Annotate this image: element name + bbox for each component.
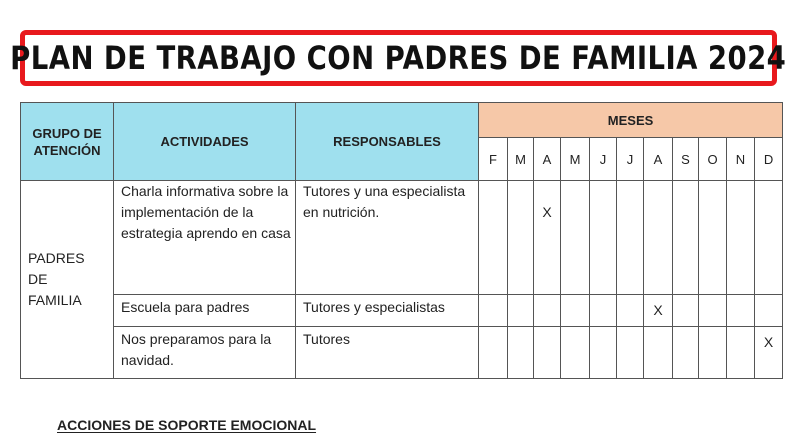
month-header: M (561, 138, 590, 181)
month-cell: X (755, 327, 783, 379)
responsables-cell: Tutores y especialistas (296, 295, 479, 327)
activity-cell: Nos preparamos para la navidad. (114, 327, 296, 379)
month-header: A (534, 138, 561, 181)
month-cell (644, 327, 673, 379)
page-title: PLAN DE TRABAJO CON PADRES DE FAMILIA 2024 (10, 39, 787, 77)
month-cell (755, 181, 783, 295)
header-actividades: ACTIVIDADES (114, 103, 296, 181)
activity-cell: Escuela para padres (114, 295, 296, 327)
work-plan-table (20, 102, 783, 379)
month-cell (561, 327, 590, 379)
month-cell: X (644, 295, 673, 327)
month-header: J (590, 138, 617, 181)
month-cell (561, 295, 590, 327)
month-cell (479, 181, 508, 295)
month-cell (534, 295, 561, 327)
month-cell (727, 295, 755, 327)
month-cell: X (534, 181, 561, 295)
month-cell (644, 181, 673, 295)
month-cell (617, 181, 644, 295)
month-cell (699, 327, 727, 379)
month-cell (508, 181, 534, 295)
table-row (21, 295, 783, 327)
month-cell (561, 181, 590, 295)
responsables-cell: Tutores (296, 327, 479, 379)
month-cell (534, 327, 561, 379)
title-banner (10, 30, 787, 86)
month-cell (508, 327, 534, 379)
month-cell (590, 181, 617, 295)
group-cell (21, 181, 114, 379)
month-header: N (727, 138, 755, 181)
month-header: F (479, 138, 508, 181)
table-row (21, 181, 783, 295)
month-header: D (755, 138, 783, 181)
header-grupo: GRUPO DE ATENCIÓN (21, 103, 114, 181)
month-header: S (673, 138, 699, 181)
month-cell (755, 295, 783, 327)
table-row (21, 327, 783, 379)
month-cell (508, 295, 534, 327)
header-row (21, 103, 783, 138)
month-cell (673, 295, 699, 327)
month-cell (727, 181, 755, 295)
month-cell (699, 295, 727, 327)
month-cell (479, 295, 508, 327)
month-cell (590, 295, 617, 327)
month-header: O (699, 138, 727, 181)
activity-cell: Charla informativa sobre la implementación de la estrategia aprendo en casa (114, 181, 296, 295)
month-cell (699, 181, 727, 295)
month-header: M (508, 138, 534, 181)
month-cell (590, 327, 617, 379)
responsables-cell: Tutores y una especialista en nutrición. (296, 181, 479, 295)
month-header: J (617, 138, 644, 181)
section-heading: ACCIONES DE SOPORTE EMOCIONAL (57, 417, 317, 433)
month-cell (673, 327, 699, 379)
month-cell (673, 181, 699, 295)
month-cell (617, 327, 644, 379)
month-cell (617, 295, 644, 327)
header-meses: MESES (479, 103, 783, 138)
month-cell (479, 327, 508, 379)
month-cell (727, 327, 755, 379)
header-responsables: RESPONSABLES (296, 103, 479, 181)
month-header: A (644, 138, 673, 181)
group-label: PADRES DE FAMILIA (28, 250, 85, 308)
